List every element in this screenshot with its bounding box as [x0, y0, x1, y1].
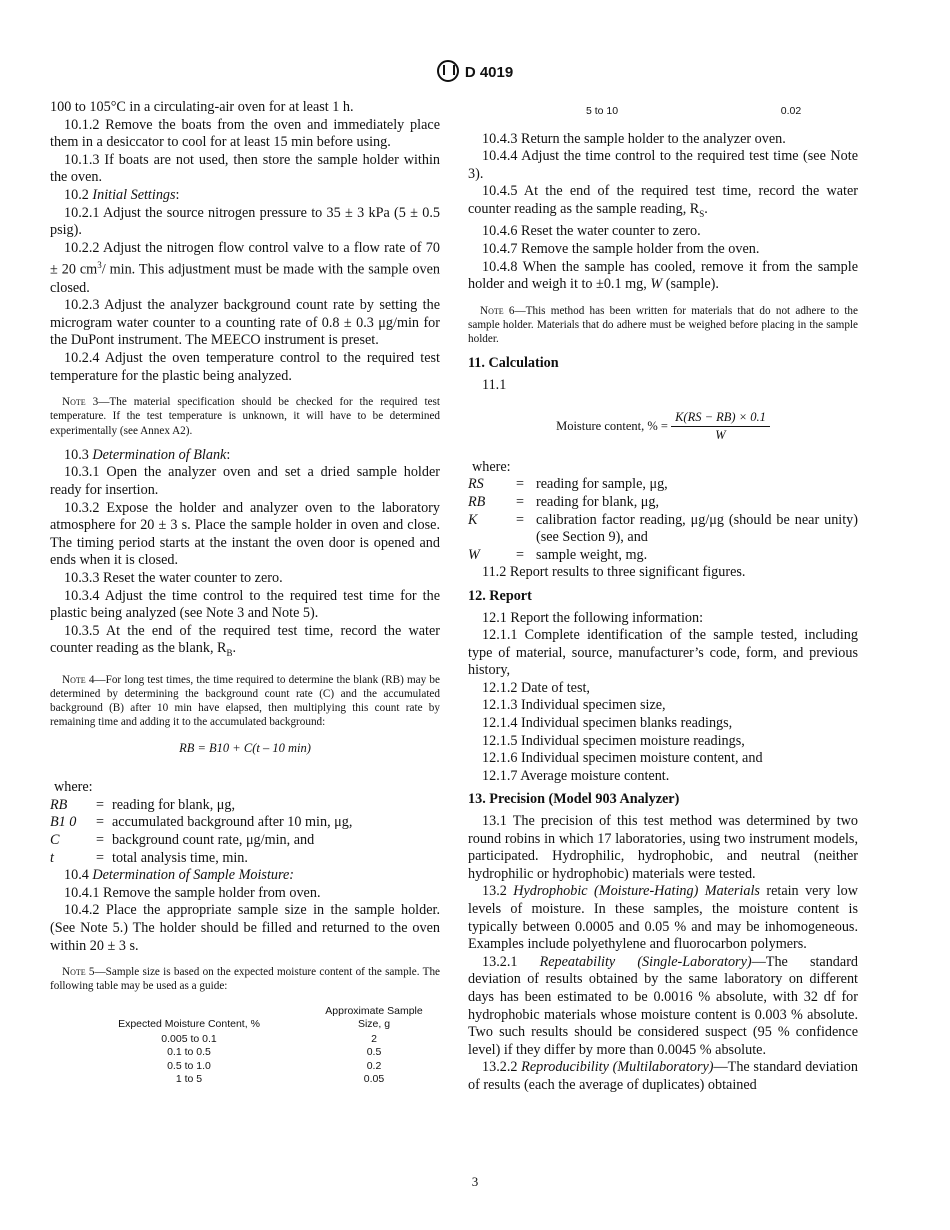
note-4: Note 4—For long test times, the time required to determine the blank (RB) may be determined by determining the background count rate (C) and the accumulated background (B) after 10 min have elapsed, then multiplying this count rate by remaining time and adding it to the accumulated background: — [50, 673, 440, 729]
table-continuation-row: 5 to 10 0.02 — [585, 105, 802, 117]
page-header — [0, 62, 950, 84]
paragraph: 10.4.7 Remove the sample holder from the oven. — [482, 240, 760, 257]
definition-item: t = total analysis time, min. — [50, 849, 248, 866]
left-column — [50, 99, 440, 1087]
paragraph: 10.4.3 Return the sample holder to the analyzer oven. — [482, 130, 786, 147]
paragraph: 13.2.2 Reproducibility (Multilaboratory)—The standard deviation of results (each the average of duplicates) obtained — [468, 1059, 858, 1093]
definition-item: K = calibration factor reading, μg/μg (should be near unity) (see Section 9), and — [468, 511, 858, 546]
paragraph: 10.4.5 At the end of the required test time, record the water counter reading as the sample reading, $R_S$. — [468, 183, 858, 219]
definition-item: RB = reading for blank, μg, — [50, 796, 236, 813]
table-row: 0.005 to 0.1 2 — [161, 1032, 377, 1045]
paragraph: 12.1.3 Individual specimen size, — [482, 697, 666, 714]
paragraph: 10.4.4 Adjust the time control to the required test time (see Note 3). — [468, 148, 858, 182]
paragraph: 13.2.1 Repeatability (Single-Laboratory)—The standard deviation of results obtained by the same laboratory on different days has been estimated to be 0.0016 % absolute, with 32 df for hydrophobic materials whose moisture content is 0.003 % absolute. Two such results should be considered suspect (95 % confidence level) if they differ by more than 0.0045 % absolute. — [468, 953, 859, 1058]
definition-item: B1 0 = accumulated background after 10 min, μg, — [50, 814, 353, 831]
table-row: 1 to 5 0.05 — [175, 1073, 385, 1086]
paragraph: 10.3.5 At the end of the required test time, record the water counter reading as the blank, $R_B$. — [50, 622, 440, 659]
paragraph: 12.1 Report the following information: — [482, 609, 704, 626]
table-row: 0.1 to 0.5 0.5 — [167, 1046, 382, 1059]
definition-item: RB = reading for blank, μg, — [468, 493, 660, 510]
table-header: Expected Moisture Content, % — [118, 1018, 260, 1031]
paragraph: 12.1.5 Individual specimen moisture readings, — [482, 732, 745, 749]
right-column — [468, 99, 858, 1095]
section-heading: 10.2 Initial Settings: — [64, 186, 180, 203]
section-heading: 10.3 Determination of Blank: — [64, 446, 231, 463]
paragraph: 10.4.8 When the sample has cooled, remove it from the sample holder and weigh it to ±0.1 mg, W (sample). — [468, 258, 858, 293]
paragraph: 10.1.2 Remove the boats from the oven and immediately place them in a desiccator to cool for at least 15 min before using. — [50, 116, 440, 151]
paragraph: 10.2.3 Adjust the analyzer background count rate by setting the microgram water counter to a counting rate of 0.8 ± 0.3 μg/min for the DuPont instrument. The MEECO instrument is preset. — [50, 297, 440, 349]
note-5: Note 5—Sample size is based on the expected moisture content of the sample. The following table may be used as a guide: — [50, 966, 440, 993]
paragraph: 100 to 105°C in a circulating-air oven for at least 1 h. — [50, 99, 354, 115]
section-heading-11: 11. Calculation — [468, 355, 559, 372]
astm-logo-icon — [437, 60, 459, 82]
paragraph: 10.2.4 Adjust the oven temperature control to the required test temperature for the plastic being analyzed. — [50, 350, 440, 384]
paragraph: 10.4.2 Place the appropriate sample size in the sample holder. (See Note 5.) The holder should be filled and returned to the oven within 20 ± 3 s. — [50, 902, 440, 954]
note-6: Note 6—This method has been written for materials that do not adhere to the sample holder. Materials that do adhere must be weighed before placing in the sample holder. — [468, 304, 858, 346]
paragraph: 12.1.6 Individual specimen moisture content, and — [482, 750, 763, 767]
page-number: 3 — [471, 1174, 479, 1189]
sample-size-table — [60, 1004, 430, 1087]
definition-item: W = sample weight, mg. — [468, 546, 648, 563]
paragraph: 12.1.7 Average moisture content. — [482, 767, 670, 784]
definition-item: C = background count rate, μg/min, and — [50, 831, 315, 848]
paragraph: 10.2.1 Adjust the source nitrogen pressure to 35 ± 3 kPa (5 ± 0.5 psig). — [50, 204, 440, 239]
paragraph: 10.3.2 Expose the holder and analyzer oven to the laboratory atmosphere for 20 ± 3 s. Place the sample holder in oven and close. The timing period starts at the instant the oven door is opened and ends when it is closed. — [50, 499, 440, 569]
paragraph: 12.1.4 Individual specimen blanks readings, — [482, 715, 733, 732]
paragraph: 10.3.4 Adjust the time control to the required test time for the plastic being analyzed (see Note 3 and Note 5). — [50, 587, 440, 622]
paragraph: 12.1.1 Complete identification of the sample tested, including type of material, source, manufacturer’s code, form, and previous history, — [468, 627, 858, 679]
paragraph: 10.4.1 Remove the sample holder from oven. — [64, 884, 321, 901]
paragraph: 13.1 The precision of this test method was determined by two round robins in which 17 laboratories, using two instrument models, participated. Hydrophilic, hydrophobic, and neutral (neither hydrophilic or hydrophobic) materials were tested. — [468, 813, 858, 882]
definition-list — [50, 797, 440, 867]
paragraph: 11.1 — [482, 376, 507, 393]
where-label: where: — [54, 779, 93, 796]
definition-list — [468, 476, 858, 564]
paragraph: 10.1.3 If boats are not used, then store the sample holder within the oven. — [50, 151, 440, 186]
section-heading-12: 12. Report — [468, 587, 532, 604]
paragraph: 11.2 Report results to three significant figures. — [482, 564, 746, 581]
table-header: Approximate Sample Size, g — [325, 1004, 423, 1031]
moisture-equation: Moisture content, % = $\frac{K(RS - RB) \times 0.1}{W}$ — [468, 409, 858, 445]
paragraph: 10.4.6 Reset the water counter to zero. — [482, 223, 701, 240]
definition-item: RS = reading for sample, μg, — [468, 476, 668, 493]
table-row: 0.5 to 1.0 0.2 — [167, 1059, 382, 1072]
section-heading-13: 13. Precision (Model 903 Analyzer) — [468, 791, 680, 808]
blank-equation: RB = B10 + C(t – 10 min) — [179, 740, 311, 755]
where-label: where: — [472, 458, 511, 475]
designation: D 4019 — [464, 63, 514, 81]
paragraph: 10.2.2 Adjust the nitrogen flow control valve to a flow rate of 70 ± 20 $cm^3/$ min. This adjustment must be made with the sample oven closed. — [50, 239, 440, 296]
note-3: Note 3—The material specification should be checked for the required test temperature. If the test temperature is unknown, it will have to be determined experimentally (see Annex A2). — [50, 396, 440, 437]
paragraph: 10.3.3 Reset the water counter to zero. — [64, 570, 283, 586]
paragraph: 10.3.1 Open the analyzer oven and set a dried sample holder ready for insertion. — [50, 464, 440, 499]
section-heading: 10.4 Determination of Sample Moisture: — [64, 867, 294, 884]
paragraph: 13.2 Hydrophobic (Moisture-Hating) Materials retain very low levels of moisture. In these samples, the moisture content is typically between 0.0005 and 0.05 % and may be inhomogeneous. Examples include polyethylene and fluorocarbon polymers. — [468, 883, 858, 953]
paragraph: 12.1.2 Date of test, — [482, 679, 590, 696]
